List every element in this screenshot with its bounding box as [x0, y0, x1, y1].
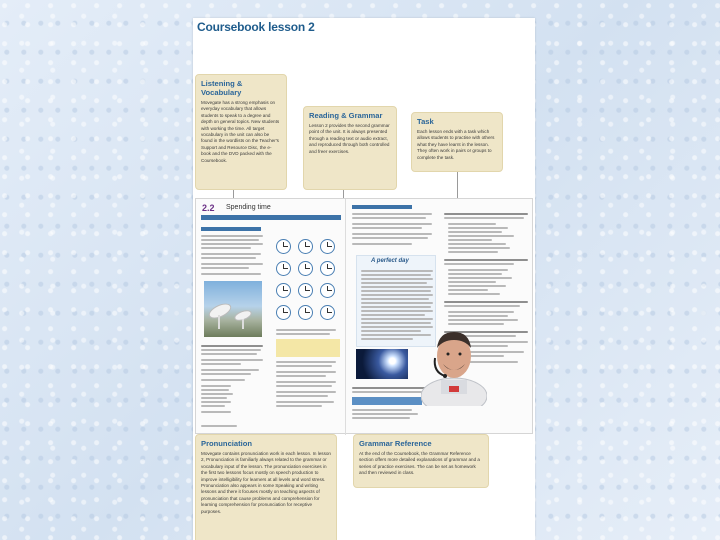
text-line [201, 411, 231, 413]
callout-task [411, 112, 503, 172]
text-line [448, 281, 496, 283]
text-line [201, 243, 263, 245]
text-line [201, 401, 231, 403]
text-line [352, 243, 412, 245]
unit-number: 2.2 [202, 203, 215, 213]
callout-body: Movegate has a strong emphasis on everyday vocabulary that allows students to speak to a degree and depth on general topics. New students with working the time. All target vocabulary in the unit can also be found in the wordlists on the Teacher's Support and Resource Disc, the e-book and the DVD packed with the Coursebook. [201, 100, 280, 163]
text-line [201, 273, 261, 275]
text-line [361, 306, 431, 308]
article-title: A perfect day [371, 258, 409, 264]
text-line [201, 267, 249, 269]
text-line [361, 274, 431, 276]
text-line [448, 243, 506, 245]
text-line [201, 369, 259, 371]
callout-title: Listening & Vocabulary [201, 79, 243, 97]
text-line [201, 373, 251, 375]
page-title: Coursebook lesson 2 [197, 20, 315, 34]
text-line [352, 217, 426, 219]
callout-body: At the end of the Coursebook, the Grammar Reference section offers more detailed explanations of grammar and a series of practice exercises. The can be set as homework and then reviewed in class. [359, 451, 480, 476]
text-line [276, 381, 336, 383]
text-line [201, 393, 233, 395]
text-line [444, 263, 514, 265]
text-line [201, 257, 256, 259]
text-line [201, 235, 263, 237]
text-line [361, 302, 433, 304]
section-band [352, 205, 412, 209]
text-line [352, 227, 422, 229]
text-line [201, 425, 237, 427]
text-line [276, 365, 332, 367]
clock-icon [320, 283, 335, 298]
text-line [361, 278, 433, 280]
space-photo [356, 349, 408, 379]
text-line [448, 293, 500, 295]
text-line [448, 285, 506, 287]
text-line [448, 227, 508, 229]
text-line [201, 353, 257, 355]
text-line [201, 405, 225, 407]
text-line [276, 395, 328, 397]
text-line [352, 213, 432, 215]
text-line [361, 290, 431, 292]
spread-left-page [196, 199, 346, 435]
text-line [201, 263, 263, 265]
clock-icon [276, 261, 291, 276]
text-line [361, 298, 429, 300]
callout-title: Reading & Grammar [309, 111, 383, 120]
text-line [448, 269, 508, 271]
text-line [276, 401, 334, 403]
text-line [352, 237, 428, 239]
text-line [276, 405, 322, 407]
text-line [352, 409, 412, 411]
section-band [201, 227, 261, 231]
clock-icon [298, 305, 313, 320]
text-line [448, 239, 492, 241]
text-line [201, 349, 261, 351]
text-line [276, 371, 336, 373]
unit-band [201, 215, 341, 220]
text-line [361, 338, 413, 340]
clock-icon [320, 261, 335, 276]
text-line [444, 305, 520, 307]
text-line [352, 387, 428, 389]
unit-title: Spending time [226, 204, 271, 211]
callout-body: Each lesson ends with a task which allows students to practise with others what they have learnt in the lesson. They often work in pairs or groups to complete the task. [417, 129, 495, 160]
text-line [448, 231, 502, 233]
text-line [201, 385, 231, 387]
text-line [361, 318, 433, 320]
text-line [276, 391, 336, 393]
text-line [361, 294, 433, 296]
text-line [276, 375, 326, 377]
clock-icon [320, 239, 335, 254]
text-line [448, 247, 510, 249]
text-line [276, 333, 330, 335]
text-line [448, 319, 518, 321]
text-line [352, 233, 432, 235]
grammar-box [276, 339, 340, 357]
clock-icon [298, 239, 313, 254]
text-line [448, 251, 498, 253]
text-line [448, 289, 488, 291]
text-line [361, 314, 425, 316]
callout-body: Lesson 2 provides the second grammar point of the unit. It is always presented through a reading text or audio extract, and reproduced through both controlled and freer exercises. [309, 123, 390, 154]
text-line [201, 389, 229, 391]
text-line [361, 310, 433, 312]
text-line [201, 379, 245, 381]
text-line [201, 253, 261, 255]
callout-listening-vocabulary [195, 74, 287, 190]
callout-pronunciation [195, 434, 337, 540]
callout-title: Task [417, 117, 434, 126]
text-line [352, 413, 418, 415]
coursebook-page [193, 18, 535, 540]
text-line [444, 217, 524, 219]
text-line [352, 391, 422, 393]
text-line [201, 345, 263, 347]
text-line [444, 259, 528, 261]
clock-icon [276, 239, 291, 254]
callout-body: Movegate contains pronunciation work in each lesson. In lesson 2, Pronunciation is familiarly always related to the grammar or vocabulary input of the lesson. The pronunciation exercises in the first two lessons focus mostly on speech production to improve intelligibility for learners at all levels and word stress. Pronunciation also appears in some Speaking and writing lessons and there it focuses mostly on teaching aspects of pronunciation that cause problems and comprehension for learning comprehension for pronunciation for receptive purposes. [201, 451, 331, 514]
text-line [448, 277, 512, 279]
text-line [276, 329, 336, 331]
satellite-dish-photo [204, 281, 262, 337]
text-line [444, 301, 528, 303]
clock-icon [276, 283, 291, 298]
callout-grammar-reference [353, 434, 489, 488]
clock-icon [276, 305, 291, 320]
text-line [448, 311, 514, 313]
text-line [201, 397, 227, 399]
text-line [352, 417, 410, 419]
callout-reading-grammar [303, 106, 397, 190]
text-line [201, 247, 251, 249]
text-line [276, 385, 332, 387]
text-line [201, 239, 259, 241]
text-line [448, 223, 496, 225]
callout-title: Grammar Reference [359, 439, 432, 448]
text-line [448, 273, 502, 275]
text-line [201, 363, 241, 365]
pronunciation-band [352, 397, 422, 405]
clock-icon [298, 283, 313, 298]
text-line [352, 223, 432, 225]
astronaut-photo [421, 322, 487, 406]
callout-title: Pronunciation [201, 439, 253, 448]
text-line [448, 315, 508, 317]
text-line [444, 213, 528, 215]
clock-icon [320, 305, 335, 320]
text-line [361, 282, 427, 284]
text-line [448, 235, 514, 237]
clock-icon [298, 261, 313, 276]
text-line [361, 330, 421, 332]
text-line [361, 270, 433, 272]
text-line [361, 286, 433, 288]
text-line [201, 359, 263, 361]
text-line [276, 361, 336, 363]
